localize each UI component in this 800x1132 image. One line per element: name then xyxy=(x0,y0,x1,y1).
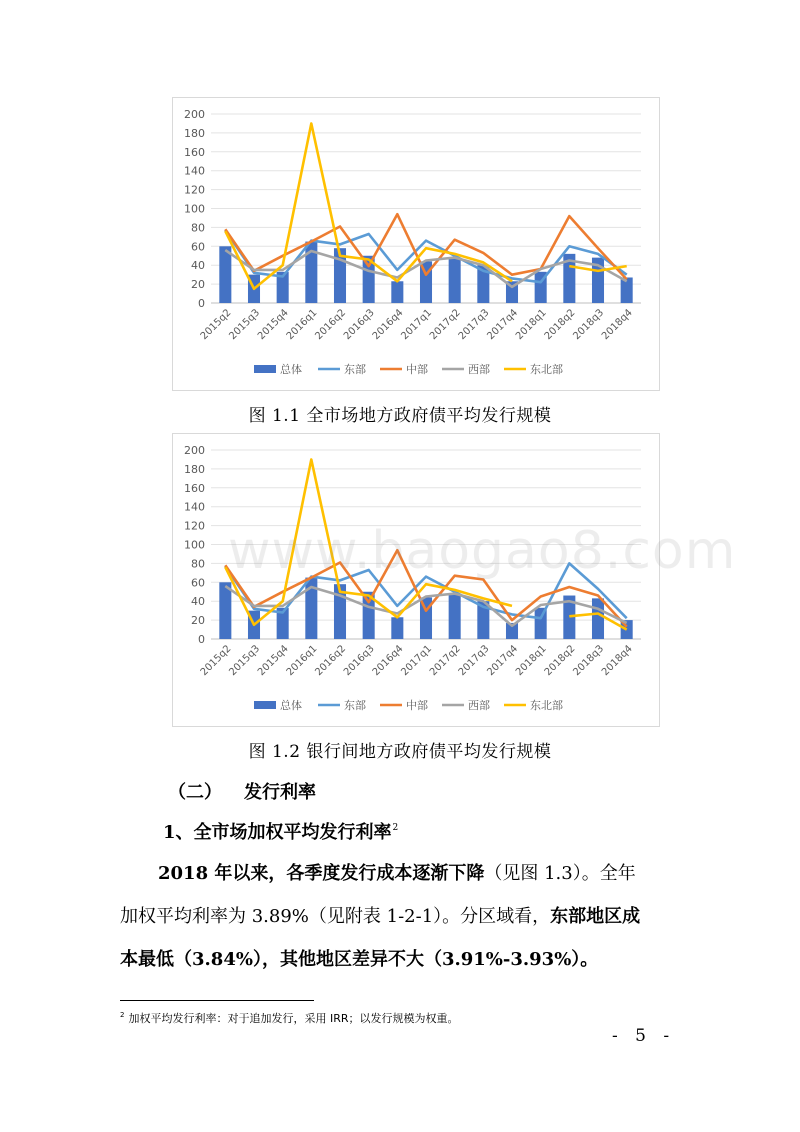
figure-1-1-caption: 图 1.1 全市场地方政府债平均发行规模 xyxy=(248,406,552,426)
para-line2-text: 加权平均利率为 3.89%（见附表 1-2-1）。分区域看， xyxy=(120,906,551,927)
bar-总体 xyxy=(391,617,403,639)
x-tick-label: 2016q4 xyxy=(370,307,406,343)
figure-1-2-caption: 图 1.2 银行间地方政府债平均发行规模 xyxy=(248,742,552,762)
y-tick-label: 140 xyxy=(184,500,205,514)
x-tick-label: 2016q1 xyxy=(284,643,320,679)
section-heading xyxy=(168,778,316,804)
y-tick-label: 160 xyxy=(184,145,205,159)
x-tick-label: 2018q2 xyxy=(542,307,578,343)
y-tick-label: 60 xyxy=(191,576,205,590)
para-line1-rest: （见图 1.3）。全年 xyxy=(484,863,636,884)
y-tick-label: 180 xyxy=(184,462,205,476)
section-number: （二） xyxy=(168,782,222,803)
x-tick-label: 2017q4 xyxy=(485,643,521,679)
subsection-heading xyxy=(163,818,398,844)
x-tick-label: 2016q3 xyxy=(342,307,377,343)
chart-legend xyxy=(254,362,563,376)
subsection-title: 1、全市场加权平均发行利率 xyxy=(163,822,392,843)
bar-总体 xyxy=(219,246,231,303)
x-tick-label: 2018q3 xyxy=(571,643,607,679)
footnote xyxy=(120,1010,459,1026)
x-tick-label: 2017q2 xyxy=(428,643,463,679)
para-line2-bold: 东部地区成 xyxy=(550,906,641,927)
y-tick-label: 60 xyxy=(191,240,205,254)
x-tick-label: 2018q3 xyxy=(571,307,607,343)
y-tick-label: 80 xyxy=(191,221,205,235)
legend-label-西部: 西部 xyxy=(468,363,490,376)
legend-label-东北部: 东北部 xyxy=(530,363,563,376)
footnote-ref-marker: 2 xyxy=(392,823,399,833)
legend-swatch-总体 xyxy=(254,365,276,373)
legend-label-中部: 中部 xyxy=(406,699,428,712)
x-tick-label: 2018q4 xyxy=(600,307,635,343)
page-number: - 5 - xyxy=(612,1026,676,1046)
x-tick-label: 2015q4 xyxy=(256,307,291,343)
x-tick-label: 2016q2 xyxy=(313,307,349,343)
x-tick-label: 2016q2 xyxy=(313,643,349,679)
footnote-text: 加权平均发行利率：对于追加发行，采用 IRR；以发行规模为权重。 xyxy=(128,1012,459,1025)
x-tick-label: 2017q3 xyxy=(456,643,492,679)
x-tick-label: 2017q2 xyxy=(428,307,463,343)
para-line1-bold: 2018 年以来，各季度发行成本逐渐下降 xyxy=(158,863,485,884)
chart-legend xyxy=(254,698,563,712)
legend-label-东部: 东部 xyxy=(344,363,366,376)
y-tick-label: 20 xyxy=(191,614,205,628)
bar-总体 xyxy=(219,582,231,639)
y-tick-label: 40 xyxy=(191,595,205,609)
x-tick-label: 2016q1 xyxy=(284,307,320,343)
y-tick-label: 0 xyxy=(198,297,205,310)
x-tick-label: 2015q3 xyxy=(227,643,263,679)
legend-swatch-总体 xyxy=(254,701,276,709)
y-tick-label: 120 xyxy=(184,183,205,197)
legend-label-中部: 中部 xyxy=(406,363,428,376)
y-tick-label: 120 xyxy=(184,519,205,533)
chart-figure-1-1 xyxy=(172,97,660,391)
x-tick-label: 2017q1 xyxy=(399,643,435,679)
para-line3-bold: 本最低（3.84%），其他地区差异不大（3.91%-3.93%）。 xyxy=(120,949,599,970)
x-tick-label: 2015q2 xyxy=(198,307,234,343)
y-tick-label: 20 xyxy=(191,278,205,292)
legend-label-东北部: 东北部 xyxy=(530,699,563,712)
y-tick-label: 80 xyxy=(191,557,205,571)
chart-1-1-svg xyxy=(173,98,659,390)
x-tick-label: 2018q1 xyxy=(514,643,549,679)
bar-总体 xyxy=(391,281,403,303)
x-tick-label: 2015q3 xyxy=(227,307,263,343)
y-tick-label: 200 xyxy=(184,108,205,121)
x-tick-label: 2017q4 xyxy=(485,307,521,343)
y-tick-label: 0 xyxy=(198,633,205,646)
y-tick-label: 140 xyxy=(184,164,205,178)
legend-label-总体: 总体 xyxy=(280,699,302,712)
x-tick-label: 2016q3 xyxy=(342,643,377,679)
x-tick-label: 2018q1 xyxy=(514,307,549,343)
y-tick-label: 100 xyxy=(184,202,205,216)
x-tick-label: 2017q1 xyxy=(399,307,435,343)
y-tick-label: 200 xyxy=(184,444,205,457)
section-title: 发行利率 xyxy=(244,782,316,803)
x-tick-label: 2015q2 xyxy=(198,643,234,679)
body-paragraph xyxy=(120,852,690,981)
bar-总体 xyxy=(449,259,461,303)
x-tick-label: 2015q4 xyxy=(256,643,291,679)
footnote-number: 2 xyxy=(120,1011,125,1020)
bar-总体 xyxy=(592,598,604,639)
x-tick-label: 2018q2 xyxy=(542,643,578,679)
legend-label-西部: 西部 xyxy=(468,699,490,712)
bar-总体 xyxy=(449,595,461,639)
y-tick-label: 180 xyxy=(184,126,205,140)
legend-label-总体: 总体 xyxy=(280,363,302,376)
legend-label-东部: 东部 xyxy=(344,699,366,712)
y-tick-label: 40 xyxy=(191,259,205,273)
chart-figure-1-2 xyxy=(172,433,660,727)
footnote-divider xyxy=(120,1000,314,1001)
chart-1-2-svg xyxy=(173,434,659,726)
x-tick-label: 2016q4 xyxy=(370,643,406,679)
y-tick-label: 160 xyxy=(184,481,205,495)
x-tick-label: 2018q4 xyxy=(600,643,635,679)
y-tick-label: 100 xyxy=(184,538,205,552)
x-tick-label: 2017q3 xyxy=(456,307,492,343)
